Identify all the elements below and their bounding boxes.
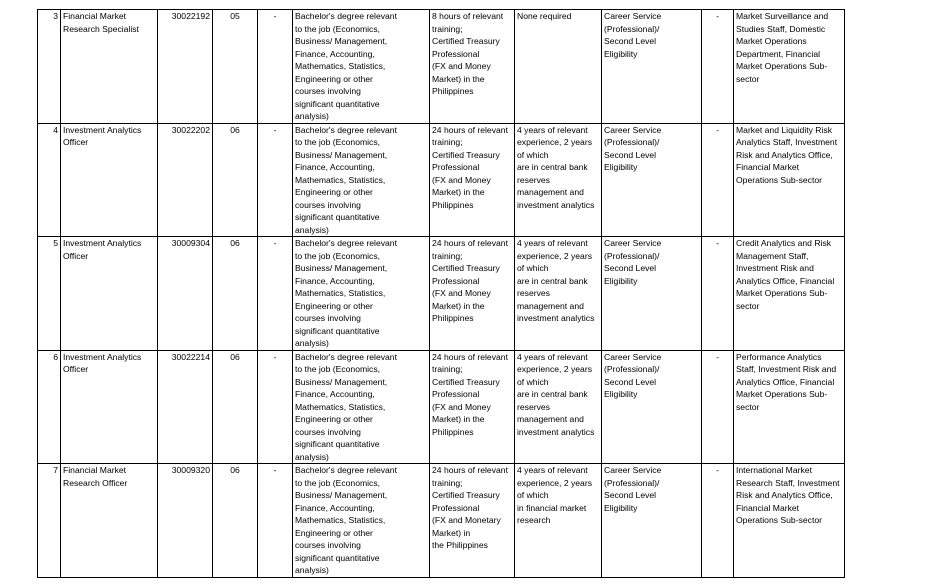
table-row <box>38 10 845 124</box>
place-of-assignment: International Market Research Staff, Investment Risk and Analytics Office, Financial Market Operations Sub-sector <box>734 464 845 578</box>
salary-grade: 06 <box>213 237 258 351</box>
training-requirement: 24 hours of relevant training; Certified Treasury Professional (FX and Monetary Market) in the Philippines <box>430 464 515 578</box>
experience-requirement: 4 years of relevant experience, 2 years of which are in central bank reserves management and investment analytics <box>515 350 602 464</box>
training-requirement: 24 hours of relevant training; Certified Treasury Professional (FX and Money Market) in the Philippines <box>430 123 515 237</box>
education-requirement: Bachelor's degree relevant to the job (Economics, Business/ Management, Finance, Accounting, Mathematics, Statistics, Engineering or other courses involving significant quantitative analysis) <box>293 237 430 351</box>
empty-cell: - <box>258 237 293 351</box>
empty-cell: - <box>258 123 293 237</box>
row-number: 5 <box>38 237 61 351</box>
position-title: Investment Analytics Officer <box>61 123 158 237</box>
salary-grade: 05 <box>213 10 258 124</box>
empty-cell: - <box>258 10 293 124</box>
training-requirement: 24 hours of relevant training; Certified Treasury Professional (FX and Money Market) in the Philippines <box>430 350 515 464</box>
empty-cell: - <box>702 464 734 578</box>
row-number: 4 <box>38 123 61 237</box>
eligibility-requirement: Career Service (Professional)/ Second Level Eligibility <box>602 464 702 578</box>
experience-requirement: 4 years of relevant experience, 2 years of which are in central bank reserves management and investment analytics <box>515 237 602 351</box>
empty-cell: - <box>702 237 734 351</box>
plantilla-item-number: 30022214 <box>158 350 213 464</box>
place-of-assignment: Market Surveillance and Studies Staff, Domestic Market Operations Department, Financial Market Operations Sub- sector <box>734 10 845 124</box>
position-title: Financial Market Research Officer <box>61 464 158 578</box>
place-of-assignment: Performance Analytics Staff, Investment Risk and Analytics Office, Financial Market Operations Sub- sector <box>734 350 845 464</box>
empty-cell: - <box>702 123 734 237</box>
place-of-assignment: Market and Liquidity Risk Analytics Staff, Investment Risk and Analytics Office, Financial Market Operations Sub-sector <box>734 123 845 237</box>
table-row <box>38 123 845 237</box>
empty-cell: - <box>258 350 293 464</box>
plantilla-item-number: 30009304 <box>158 237 213 351</box>
plantilla-item-number: 30009320 <box>158 464 213 578</box>
row-number: 7 <box>38 464 61 578</box>
eligibility-requirement: Career Service (Professional)/ Second Level Eligibility <box>602 123 702 237</box>
empty-cell: - <box>702 350 734 464</box>
position-title: Financial Market Research Specialist <box>61 10 158 124</box>
experience-requirement: None required <box>515 10 602 124</box>
empty-cell: - <box>702 10 734 124</box>
table-row <box>38 237 845 351</box>
education-requirement: Bachelor's degree relevant to the job (Economics, Business/ Management, Finance, Accounting, Mathematics, Statistics, Engineering or other courses involving significant quantitative analysis) <box>293 123 430 237</box>
education-requirement: Bachelor's degree relevant to the job (Economics, Business/ Management, Finance, Accounting, Mathematics, Statistics, Engineering or other courses involving significant quantitative analysis) <box>293 10 430 124</box>
eligibility-requirement: Career Service (Professional)/ Second Level Eligibility <box>602 350 702 464</box>
row-number: 6 <box>38 350 61 464</box>
place-of-assignment: Credit Analytics and Risk Management Staff, Investment Risk and Analytics Office, Financial Market Operations Sub- sector <box>734 237 845 351</box>
training-requirement: 24 hours of relevant training; Certified Treasury Professional (FX and Money Market) in the Philippines <box>430 237 515 351</box>
table-row <box>38 464 845 578</box>
salary-grade: 06 <box>213 464 258 578</box>
experience-requirement: 4 years of relevant experience, 2 years of which in financial market research <box>515 464 602 578</box>
training-requirement: 8 hours of relevant training; Certified Treasury Professional (FX and Money Market) in the Philippines <box>430 10 515 124</box>
eligibility-requirement: Career Service (Professional)/ Second Level Eligibility <box>602 10 702 124</box>
vacancy-table <box>37 9 845 578</box>
row-number: 3 <box>38 10 61 124</box>
position-title: Investment Analytics Officer <box>61 350 158 464</box>
table-row <box>38 350 845 464</box>
salary-grade: 06 <box>213 350 258 464</box>
empty-cell: - <box>258 464 293 578</box>
education-requirement: Bachelor's degree relevant to the job (Economics, Business/ Management, Finance, Accounting, Mathematics, Statistics, Engineering or other courses involving significant quantitative analysis) <box>293 464 430 578</box>
salary-grade: 06 <box>213 123 258 237</box>
plantilla-item-number: 30022192 <box>158 10 213 124</box>
eligibility-requirement: Career Service (Professional)/ Second Level Eligibility <box>602 237 702 351</box>
position-title: Investment Analytics Officer <box>61 237 158 351</box>
plantilla-item-number: 30022202 <box>158 123 213 237</box>
education-requirement: Bachelor's degree relevant to the job (Economics, Business/ Management, Finance, Accounting, Mathematics, Statistics, Engineering or other courses involving significant quantitative analysis) <box>293 350 430 464</box>
experience-requirement: 4 years of relevant experience, 2 years of which are in central bank reserves management and investment analytics <box>515 123 602 237</box>
